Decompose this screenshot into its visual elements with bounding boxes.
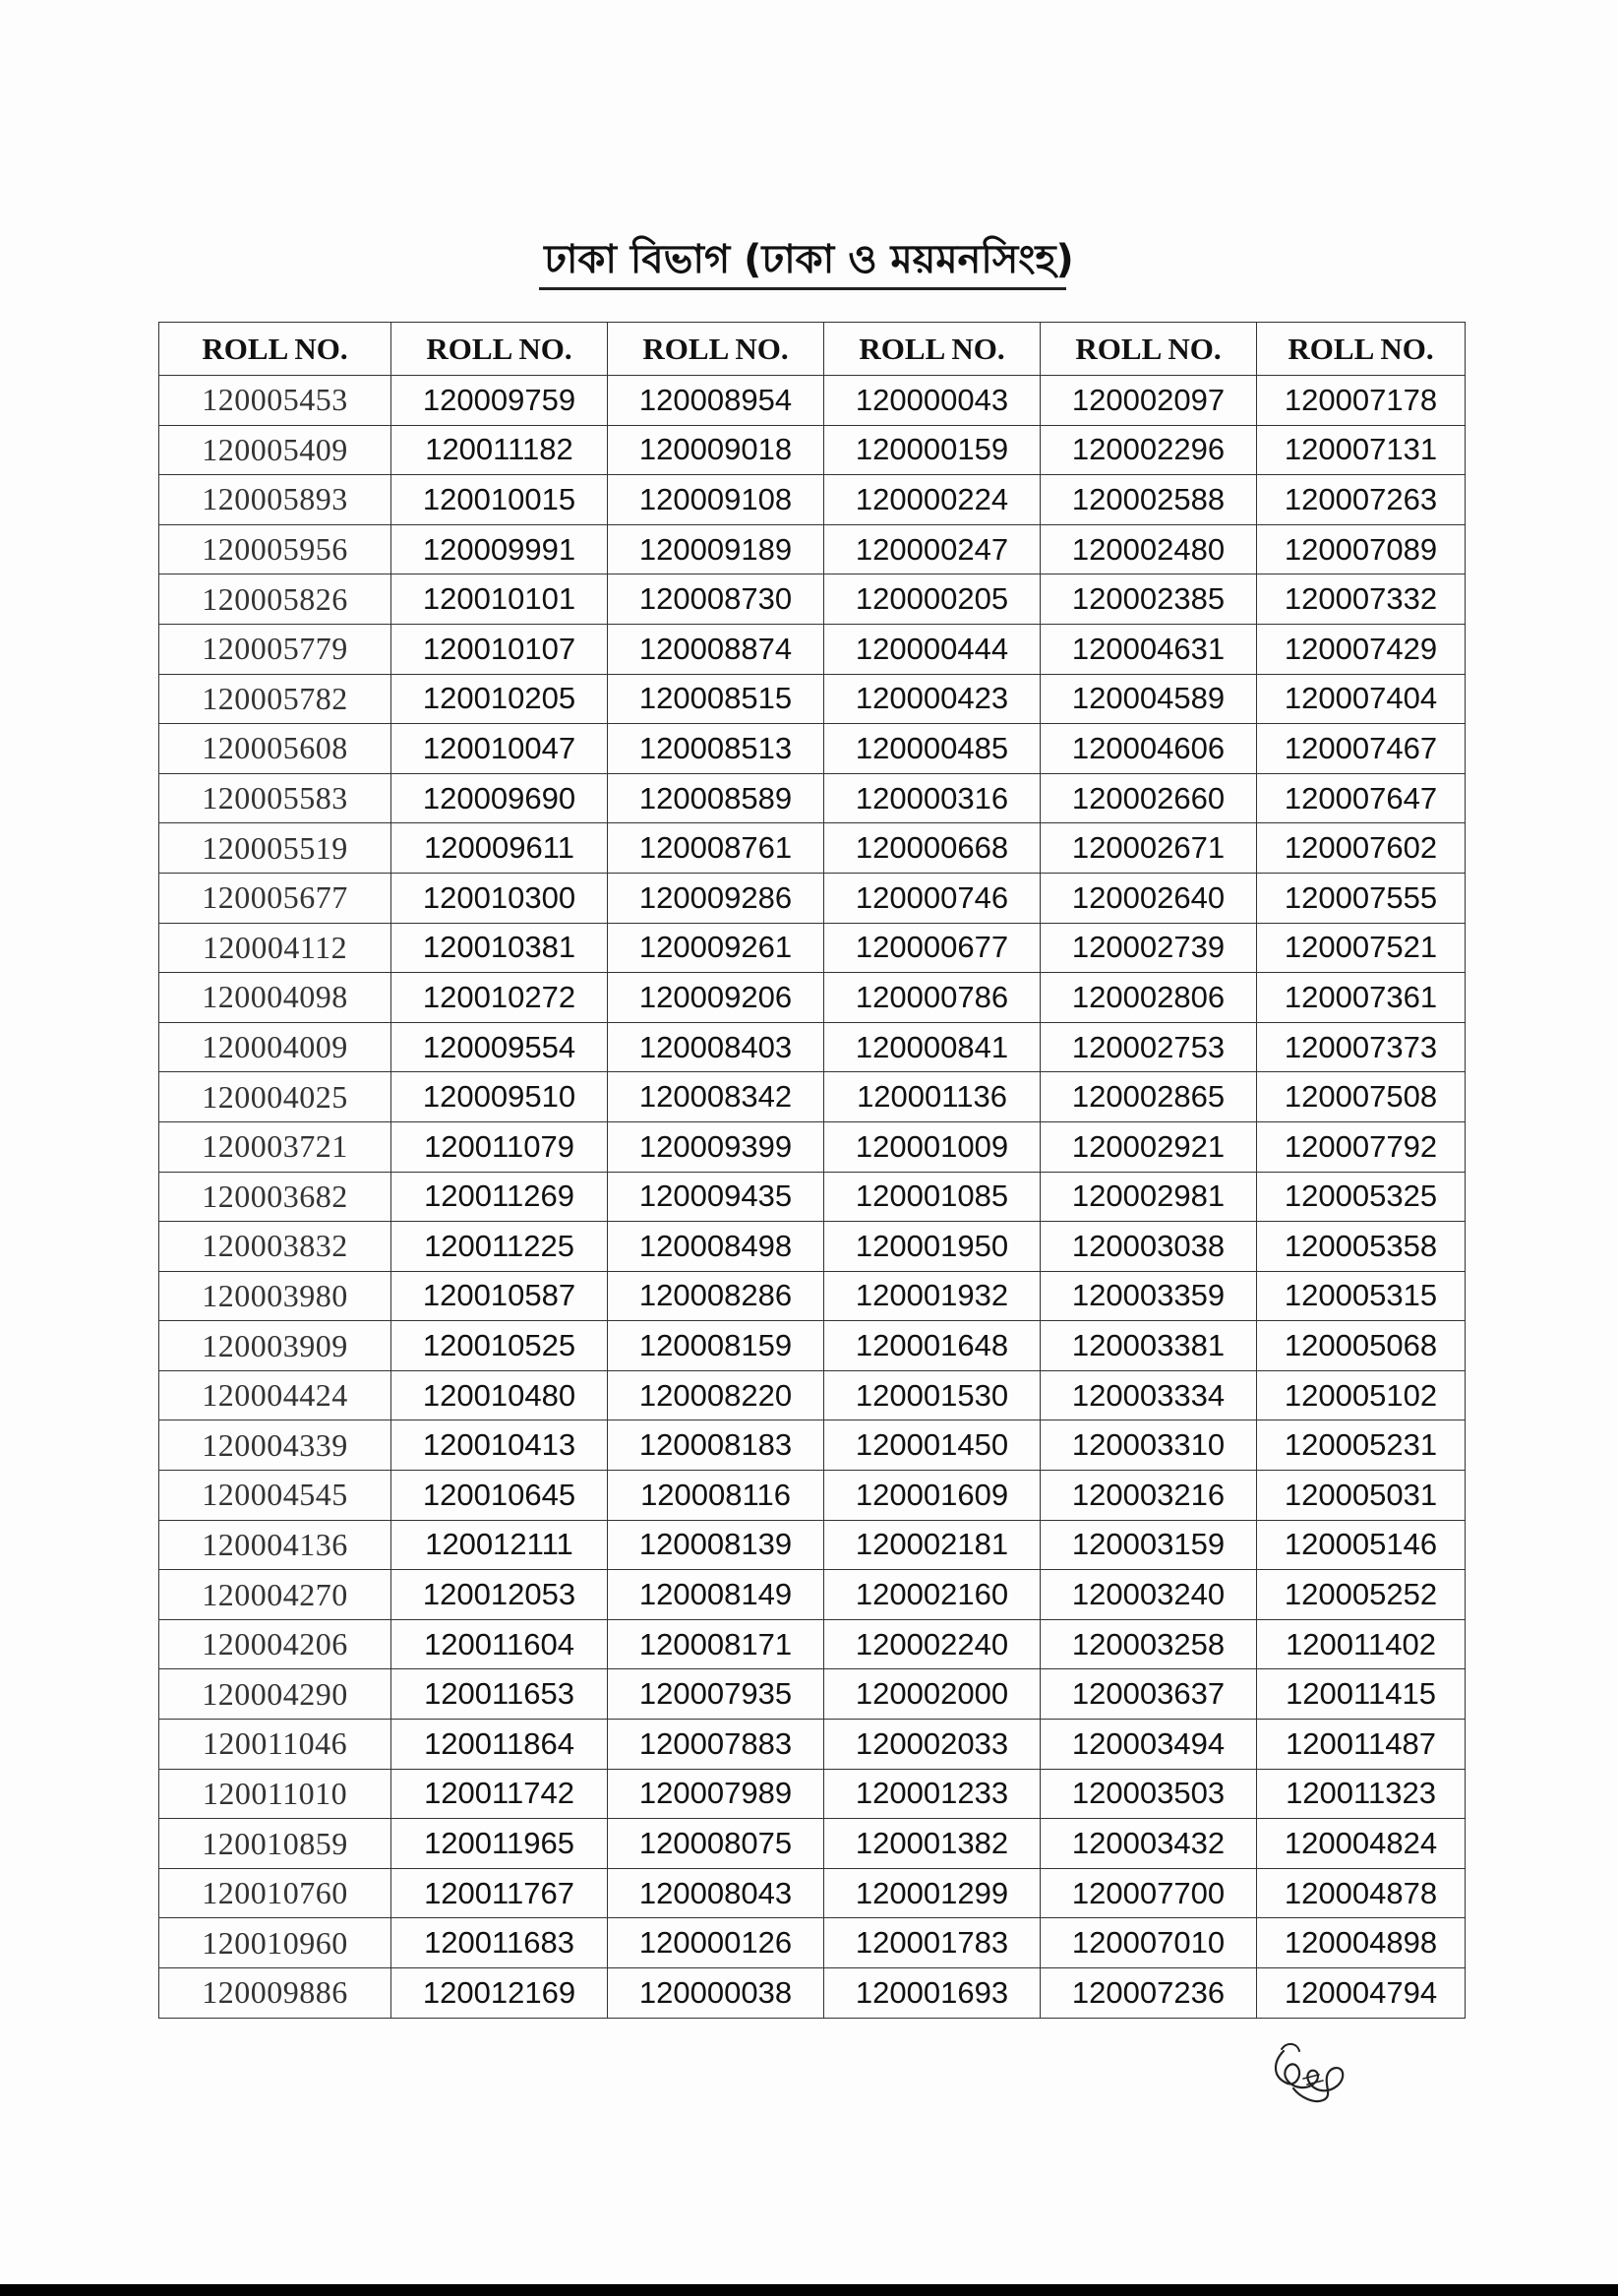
table-row (159, 1321, 1466, 1371)
roll-number-cell: 120009399 (608, 1121, 824, 1172)
roll-number-cell: 120000841 (824, 1022, 1041, 1072)
bottom-edge-bar (0, 2284, 1618, 2296)
roll-number-cell: 120008139 (608, 1520, 824, 1570)
roll-number-cell: 120001450 (824, 1420, 1041, 1471)
roll-number-cell: 120007361 (1257, 973, 1466, 1023)
roll-number-cell: 120003159 (1041, 1520, 1257, 1570)
roll-number-cell: 120005826 (159, 574, 391, 625)
roll-number-cell: 120011965 (391, 1819, 608, 1869)
roll-number-cell: 120007332 (1257, 574, 1466, 625)
roll-number-cell: 120005782 (159, 674, 391, 724)
roll-number-cell: 120007989 (608, 1769, 824, 1819)
roll-number-cell: 120010205 (391, 674, 608, 724)
roll-number-cell: 120000668 (824, 823, 1041, 874)
roll-number-cell: 120007883 (608, 1720, 824, 1770)
roll-number-cell: 120011767 (391, 1868, 608, 1918)
roll-number-cell: 120005519 (159, 823, 391, 874)
roll-number-cell: 120010525 (391, 1321, 608, 1371)
roll-number-cell: 120011010 (159, 1769, 391, 1819)
roll-number-cell: 120011683 (391, 1918, 608, 1968)
roll-number-cell: 120001085 (824, 1172, 1041, 1222)
roll-number-cell: 120004112 (159, 923, 391, 973)
roll-number-cell: 120007429 (1257, 624, 1466, 674)
table-row (159, 674, 1466, 724)
roll-number-cell: 120000786 (824, 973, 1041, 1023)
roll-number-cell: 120007178 (1257, 376, 1466, 426)
roll-number-cell: 120005252 (1257, 1570, 1466, 1620)
table-row (159, 973, 1466, 1023)
column-header: ROLL NO. (159, 323, 391, 376)
roll-number-cell: 120004009 (159, 1022, 391, 1072)
roll-number-cell: 120008589 (608, 773, 824, 823)
roll-number-cell: 120005893 (159, 475, 391, 525)
roll-number-cell: 120008149 (608, 1570, 824, 1620)
roll-number-cell: 120007508 (1257, 1072, 1466, 1122)
table-row (159, 1520, 1466, 1570)
roll-number-cell: 120004025 (159, 1072, 391, 1122)
roll-number-cell: 120001382 (824, 1819, 1041, 1869)
roll-number-cell: 120009759 (391, 376, 608, 426)
roll-number-cell: 120002033 (824, 1720, 1041, 1770)
roll-number-cell: 120001530 (824, 1370, 1041, 1420)
roll-number-cell: 120005146 (1257, 1520, 1466, 1570)
roll-number-cell: 120004098 (159, 973, 391, 1023)
roll-number-cell: 120002097 (1041, 376, 1257, 426)
roll-number-cell: 120002640 (1041, 873, 1257, 923)
roll-number-table (158, 322, 1466, 2019)
roll-number-cell: 120000316 (824, 773, 1041, 823)
roll-number-cell: 120003980 (159, 1271, 391, 1321)
roll-number-cell: 120011269 (391, 1172, 608, 1222)
table-row (159, 1769, 1466, 1819)
roll-number-cell: 120011604 (391, 1619, 608, 1669)
roll-number-cell: 120002660 (1041, 773, 1257, 823)
page-title: ঢাকা বিভাগ (ঢাকা ও ময়মনসিংহ) (544, 237, 1074, 282)
roll-number-cell: 120009018 (608, 425, 824, 475)
column-header: ROLL NO. (1041, 323, 1257, 376)
roll-number-cell: 120011487 (1257, 1720, 1466, 1770)
roll-number-cell: 120009886 (159, 1968, 391, 2019)
roll-number-cell: 120010587 (391, 1271, 608, 1321)
roll-number-cell: 120002671 (1041, 823, 1257, 874)
table-row (159, 425, 1466, 475)
roll-number-cell: 120005102 (1257, 1370, 1466, 1420)
roll-number-cell: 120008730 (608, 574, 824, 625)
roll-number-cell: 120012053 (391, 1570, 608, 1620)
roll-number-cell: 120010015 (391, 475, 608, 525)
table-row (159, 923, 1466, 973)
roll-number-cell: 120010101 (391, 574, 608, 625)
roll-number-cell: 120001136 (824, 1072, 1041, 1122)
roll-number-cell: 120007089 (1257, 524, 1466, 574)
roll-number-cell: 120005583 (159, 773, 391, 823)
roll-number-cell: 120008075 (608, 1819, 824, 1869)
roll-number-cell: 120008498 (608, 1222, 824, 1272)
roll-number-cell: 120010760 (159, 1868, 391, 1918)
roll-number-cell: 120003359 (1041, 1271, 1257, 1321)
table-row (159, 1720, 1466, 1770)
table-row (159, 1022, 1466, 1072)
roll-number-cell: 120003310 (1041, 1420, 1257, 1471)
table-row (159, 376, 1466, 426)
roll-number-cell: 120011653 (391, 1669, 608, 1720)
roll-number-cell: 120005409 (159, 425, 391, 475)
table-row (159, 1172, 1466, 1222)
roll-number-cell: 120000224 (824, 475, 1041, 525)
roll-number-cell: 120003216 (1041, 1471, 1257, 1521)
table-row (159, 1471, 1466, 1521)
table-row (159, 1819, 1466, 1869)
roll-number-cell: 120005315 (1257, 1271, 1466, 1321)
roll-number-cell: 120009991 (391, 524, 608, 574)
roll-number-cell: 120004339 (159, 1420, 391, 1471)
roll-number-cell: 120001950 (824, 1222, 1041, 1272)
roll-number-cell: 120009611 (391, 823, 608, 874)
roll-number-cell: 120007935 (608, 1669, 824, 1720)
roll-number-cell: 120003909 (159, 1321, 391, 1371)
table-body (159, 376, 1466, 2019)
roll-number-cell: 120009690 (391, 773, 608, 823)
roll-number-cell: 120009261 (608, 923, 824, 973)
roll-number-cell: 120007263 (1257, 475, 1466, 525)
roll-number-cell: 120011402 (1257, 1619, 1466, 1669)
roll-number-cell: 120002806 (1041, 973, 1257, 1023)
roll-number-cell: 120009206 (608, 973, 824, 1023)
roll-number-cell: 120008116 (608, 1471, 824, 1521)
roll-number-cell: 120008513 (608, 724, 824, 774)
roll-number-cell: 120002385 (1041, 574, 1257, 625)
table-row (159, 1570, 1466, 1620)
roll-number-cell: 120001693 (824, 1968, 1041, 2019)
table-row (159, 574, 1466, 625)
table-row (159, 1669, 1466, 1720)
column-header: ROLL NO. (824, 323, 1041, 376)
roll-number-cell: 120010960 (159, 1918, 391, 1968)
roll-number-cell: 120005956 (159, 524, 391, 574)
table-row (159, 1370, 1466, 1420)
roll-number-cell: 120012111 (391, 1520, 608, 1570)
roll-number-cell: 120008183 (608, 1420, 824, 1471)
roll-number-cell: 120001648 (824, 1321, 1041, 1371)
roll-number-cell: 120008342 (608, 1072, 824, 1122)
roll-number-cell: 120001783 (824, 1918, 1041, 1968)
roll-number-cell: 120000746 (824, 873, 1041, 923)
roll-number-cell: 120002296 (1041, 425, 1257, 475)
roll-number-cell: 120000485 (824, 724, 1041, 774)
roll-number-cell: 120007555 (1257, 873, 1466, 923)
roll-number-cell: 120003832 (159, 1222, 391, 1272)
table-row (159, 873, 1466, 923)
roll-number-cell: 120004794 (1257, 1968, 1466, 2019)
table-row (159, 773, 1466, 823)
roll-number-cell: 120009554 (391, 1022, 608, 1072)
roll-number-cell: 120011323 (1257, 1769, 1466, 1819)
roll-number-cell: 120003038 (1041, 1222, 1257, 1272)
roll-number-cell: 120008403 (608, 1022, 824, 1072)
roll-number-cell: 120011079 (391, 1121, 608, 1172)
table-row (159, 1121, 1466, 1172)
roll-number-cell: 120008954 (608, 376, 824, 426)
roll-number-cell: 120008171 (608, 1619, 824, 1669)
column-header: ROLL NO. (608, 323, 824, 376)
table-row (159, 1918, 1466, 1968)
roll-number-cell: 120002753 (1041, 1022, 1257, 1072)
roll-number-cell: 120003334 (1041, 1370, 1257, 1420)
roll-number-cell: 120000247 (824, 524, 1041, 574)
roll-number-cell: 120008874 (608, 624, 824, 674)
roll-number-cell: 120000043 (824, 376, 1041, 426)
roll-number-cell: 120004898 (1257, 1918, 1466, 1968)
roll-number-cell: 120004631 (1041, 624, 1257, 674)
roll-number-cell: 120004824 (1257, 1819, 1466, 1869)
roll-number-cell: 120003381 (1041, 1321, 1257, 1371)
roll-number-cell: 120001609 (824, 1471, 1041, 1521)
roll-number-cell: 120007236 (1041, 1968, 1257, 2019)
roll-number-cell: 120007602 (1257, 823, 1466, 874)
roll-number-cell: 120010300 (391, 873, 608, 923)
column-header: ROLL NO. (1257, 323, 1466, 376)
roll-number-cell: 120002921 (1041, 1121, 1257, 1172)
roll-number-cell: 120000126 (608, 1918, 824, 1968)
table-header-row (159, 323, 1466, 376)
roll-number-cell: 120010645 (391, 1471, 608, 1521)
roll-number-cell: 120011864 (391, 1720, 608, 1770)
table-row (159, 1619, 1466, 1669)
table-row (159, 1420, 1466, 1471)
roll-number-cell: 120011225 (391, 1222, 608, 1272)
roll-number-cell: 120011182 (391, 425, 608, 475)
roll-number-cell: 120012169 (391, 1968, 608, 2019)
roll-number-cell: 120005068 (1257, 1321, 1466, 1371)
table-row (159, 1072, 1466, 1122)
roll-number-cell: 120004270 (159, 1570, 391, 1620)
roll-number-cell: 120002739 (1041, 923, 1257, 973)
table-row (159, 823, 1466, 874)
title-underline (539, 287, 1066, 290)
roll-number-cell: 120010047 (391, 724, 608, 774)
roll-number-cell: 120000038 (608, 1968, 824, 2019)
roll-number-cell: 120002588 (1041, 475, 1257, 525)
table-row (159, 1222, 1466, 1272)
roll-number-cell: 120002981 (1041, 1172, 1257, 1222)
roll-number-cell: 120002480 (1041, 524, 1257, 574)
roll-number-cell: 120003721 (159, 1121, 391, 1172)
roll-number-cell: 120007521 (1257, 923, 1466, 973)
roll-number-cell: 120004606 (1041, 724, 1257, 774)
roll-number-cell: 120000444 (824, 624, 1041, 674)
roll-number-cell: 120007792 (1257, 1121, 1466, 1172)
roll-number-cell: 120009435 (608, 1172, 824, 1222)
column-header: ROLL NO. (391, 323, 608, 376)
roll-number-cell: 120008043 (608, 1868, 824, 1918)
roll-number-cell: 120005779 (159, 624, 391, 674)
roll-number-cell: 120001299 (824, 1868, 1041, 1918)
roll-number-cell: 120003682 (159, 1172, 391, 1222)
roll-number-cell: 120003494 (1041, 1720, 1257, 1770)
roll-number-cell: 120010480 (391, 1370, 608, 1420)
roll-number-cell: 120005031 (1257, 1471, 1466, 1521)
roll-number-cell: 120002000 (824, 1669, 1041, 1720)
roll-number-cell: 120011415 (1257, 1669, 1466, 1720)
table-row (159, 524, 1466, 574)
roll-number-cell: 120004878 (1257, 1868, 1466, 1918)
table-row (159, 724, 1466, 774)
roll-number-cell: 120005608 (159, 724, 391, 774)
roll-number-cell: 120002181 (824, 1520, 1041, 1570)
roll-number-cell: 120009510 (391, 1072, 608, 1122)
roll-number-cell: 120007700 (1041, 1868, 1257, 1918)
roll-number-cell: 120001009 (824, 1121, 1041, 1172)
roll-number-cell: 120005453 (159, 376, 391, 426)
roll-number-cell: 120007404 (1257, 674, 1466, 724)
roll-number-cell: 120010381 (391, 923, 608, 973)
roll-number-cell: 120000677 (824, 923, 1041, 973)
roll-number-cell: 120007010 (1041, 1918, 1257, 1968)
roll-number-cell: 120005325 (1257, 1172, 1466, 1222)
table-row (159, 1968, 1466, 2019)
roll-number-cell: 120003503 (1041, 1769, 1257, 1819)
roll-number-cell: 120007467 (1257, 724, 1466, 774)
roll-number-cell: 120010107 (391, 624, 608, 674)
table-row (159, 1868, 1466, 1918)
roll-number-cell: 120005231 (1257, 1420, 1466, 1471)
roll-number-cell: 120001233 (824, 1769, 1041, 1819)
roll-number-cell: 120005358 (1257, 1222, 1466, 1272)
roll-number-cell: 120004545 (159, 1471, 391, 1521)
roll-number-cell: 120003240 (1041, 1570, 1257, 1620)
roll-number-cell: 120004290 (159, 1669, 391, 1720)
roll-number-cell: 120009286 (608, 873, 824, 923)
roll-number-cell: 120001932 (824, 1271, 1041, 1321)
table-row (159, 1271, 1466, 1321)
roll-number-cell: 120002865 (1041, 1072, 1257, 1122)
roll-number-cell: 120000205 (824, 574, 1041, 625)
roll-number-cell: 120010859 (159, 1819, 391, 1869)
roll-number-cell: 120004136 (159, 1520, 391, 1570)
roll-number-cell: 120007647 (1257, 773, 1466, 823)
roll-number-cell: 120000159 (824, 425, 1041, 475)
roll-number-cell: 120010413 (391, 1420, 608, 1471)
roll-number-cell: 120008515 (608, 674, 824, 724)
roll-number-cell: 120003258 (1041, 1619, 1257, 1669)
table-row (159, 624, 1466, 674)
roll-number-cell: 120008220 (608, 1370, 824, 1420)
roll-number-cell: 120004424 (159, 1370, 391, 1420)
roll-number-cell: 120007131 (1257, 425, 1466, 475)
table-row (159, 475, 1466, 525)
roll-number-cell: 120002240 (824, 1619, 1041, 1669)
roll-number-cell: 120002160 (824, 1570, 1041, 1620)
roll-number-cell: 120008286 (608, 1271, 824, 1321)
roll-number-cell: 120004206 (159, 1619, 391, 1669)
roll-number-cell: 120000423 (824, 674, 1041, 724)
roll-number-cell: 120011046 (159, 1720, 391, 1770)
roll-number-cell: 120008761 (608, 823, 824, 874)
roll-number-cell: 120007373 (1257, 1022, 1466, 1072)
roll-number-cell: 120004589 (1041, 674, 1257, 724)
roll-number-cell: 120010272 (391, 973, 608, 1023)
roll-number-cell: 120011742 (391, 1769, 608, 1819)
roll-number-cell: 120009189 (608, 524, 824, 574)
signature-icon (1264, 2031, 1362, 2110)
roll-number-cell: 120009108 (608, 475, 824, 525)
roll-number-cell: 120005677 (159, 873, 391, 923)
roll-number-cell: 120003637 (1041, 1669, 1257, 1720)
roll-number-cell: 120008159 (608, 1321, 824, 1371)
roll-number-cell: 120003432 (1041, 1819, 1257, 1869)
